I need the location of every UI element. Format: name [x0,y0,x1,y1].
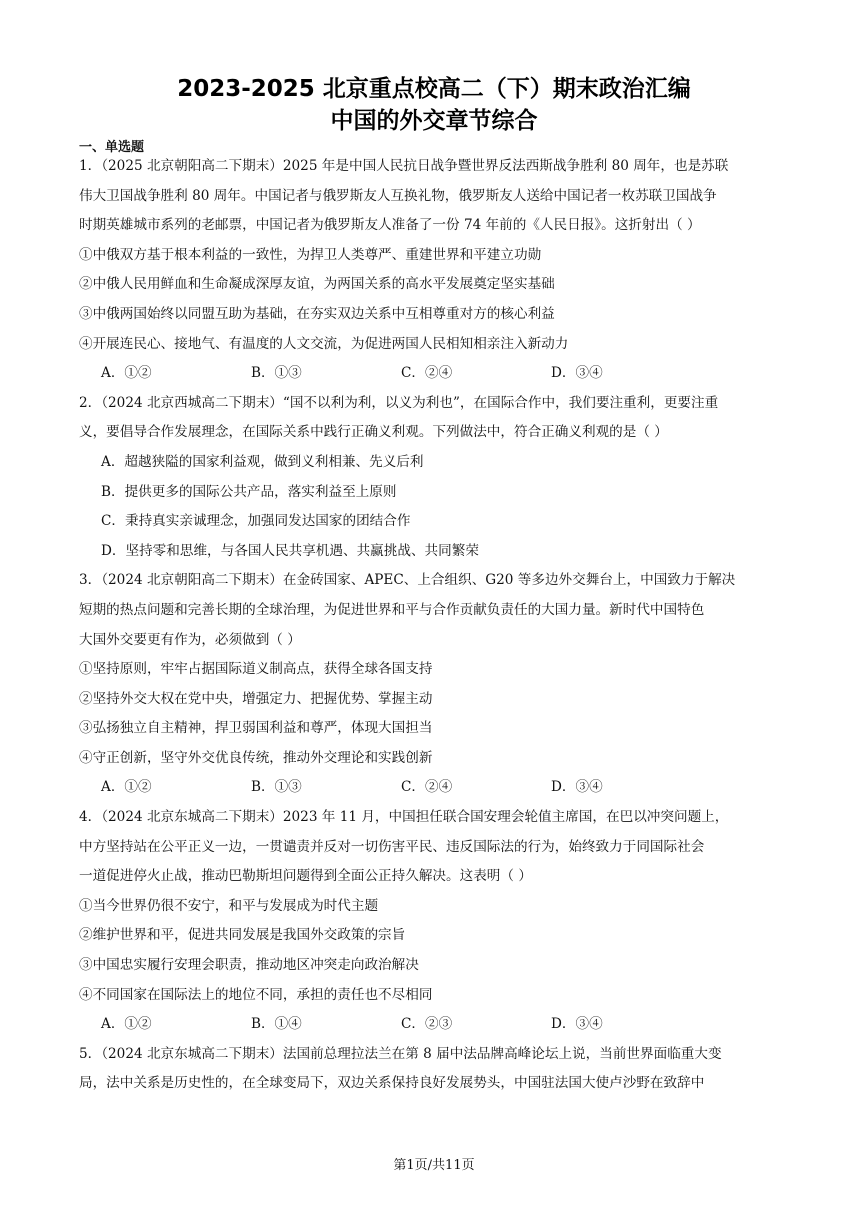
question-stem-line: 伟大卫国战争胜利 80 周年。中国记者与俄罗斯友人互换礼物，俄罗斯友人送给中国记者一枚苏联卫国战争 [79,187,717,204]
question-stem-line: 中方坚持站在公平正义一边，一贯谴责并反对一切伤害平民、违反国际法的行为，始终致力于同国际社会 [79,838,705,855]
statement-item: ②中俄人民用鲜血和生命凝成深厚友谊，为两国关系的高水平发展奠定坚实基础 [79,276,555,293]
question-4 [79,803,791,1040]
question-stem-line: 2．（2024 北京西城高二下期末）“国不以利为利，以义为利也”，在国际合作中，我们要注重利，更要注重 [79,394,719,411]
option-d: D．③④ [551,365,603,382]
question-stem-line: 大国外交要更有作为，必须做到（ ） [79,631,301,648]
question-stem-line: 5．（2024 北京东城高二下期末）法国前总理拉法兰在第 8 届中法品牌高峰论坛上说，当前世界面临重大变 [79,1045,722,1062]
question-stem-line: 一道促进停火止战，推动巴勒斯坦问题得到全面公正持久解决。这表明（ ） [79,868,532,885]
choice-c: C．秉持真实亲诚理念，加强同发达国家的团结合作 [101,513,411,530]
section-label: 一、单选题 [79,140,145,155]
question-stem-line: 义，要倡导合作发展理念，在国际关系中践行正确义利观。下列做法中，符合正确义利观的是（ ） [79,424,668,441]
statement-item: ④守正创新，坚守外交优良传统，推动外交理论和实践创新 [79,749,433,766]
statement-item: ①中俄双方基于根本利益的一致性，为捍卫人类尊严、重建世界和平建立功勋 [79,246,542,263]
option-b: B．①④ [251,1016,302,1033]
document-title-line2: 中国的外交章节综合 [330,108,538,134]
statement-item: ③中国忠实履行安理会职责，推动地区冲突走向政治解决 [79,957,419,974]
statement-item: ②坚持外交大权在党中央，增强定力、把握优势、掌握主动 [79,690,433,707]
choice-b: B．提供更多的国际公共产品，落实利益至上原则 [101,483,397,500]
option-a: A．①② [101,365,152,382]
question-1 [79,152,791,389]
option-b: B．①③ [251,779,302,796]
statement-item: ④不同国家在国际法上的地位不同，承担的责任也不尽相同 [79,986,433,1003]
statement-item: ①坚持原则，牢牢占据国际道义制高点，获得全球各国支持 [79,661,433,678]
statement-item: ②维护世界和平，促进共同发展是我国外交政策的宗旨 [79,927,406,944]
question-stem-line: 局，法中关系是历史性的，在全球变局下，双边关系保持良好发展势头，中国驻法国大使卢沙野在致辞中 [79,1075,705,1092]
option-b: B．①③ [251,365,302,382]
question-stem-line: 1．（2025 北京朝阳高二下期末）2025 年是中国人民抗日战争暨世界反法西斯战争胜利 80 周年，也是苏联 [79,158,729,174]
question-5 [79,1040,791,1099]
question-2 [79,389,791,567]
option-a: A．①② [101,1016,152,1033]
option-a: A．①② [101,779,152,796]
answer-options [79,1010,791,1040]
statement-item: ③中俄两国始终以同盟互助为基础，在夯实双边关系中互相尊重对方的核心利益 [79,305,555,322]
option-d: D．③④ [551,1016,603,1033]
statement-item: ③弘扬独立自主精神，捍卫弱国利益和尊严，体现大国担当 [79,720,433,737]
question-stem-line: 3．（2024 北京朝阳高二下期末）在金砖国家、APEC、上合组织、G20 等多边外交舞台上，中国致力于解决 [79,572,736,589]
question-list [79,152,791,1099]
answer-options [79,359,791,389]
page-number: 第1页/共11页 [393,1158,475,1173]
question-stem-line: 时期英雄城市系列的老邮票，中国记者为俄罗斯友人准备了一份 74 年前的《人民日报》。这折射出（ ） [79,217,701,234]
choice-d: D．坚持零和思维，与各国人民共享机遇、共赢挑战、共同繁荣 [101,542,479,559]
option-c: C．②④ [401,365,453,382]
statement-item: ④开展连民心、接地气、有温度的人文交流，为促进两国人民相知相亲注入新动力 [79,335,569,352]
question-stem-line: 短期的热点问题和完善长期的全球治理，为促进世界和平与合作贡献负责任的大国力量。新时代中国特色 [79,601,705,618]
option-c: C．②③ [401,1016,453,1033]
question-3 [79,566,791,803]
choice-a: A．超越狭隘的国家利益观，做到义利相兼、先义后利 [101,453,424,470]
question-stem-line: 4．（2024 北京东城高二下期末）2023 年 11 月，中国担任联合国安理会轮值主席国，在巴以冲突问题上， [79,809,729,826]
document-title-line1: 2023-2025 北京重点校高二（下）期末政治汇编 [177,76,691,102]
option-c: C．②④ [401,779,453,796]
option-d: D．③④ [551,779,603,796]
answer-options [79,773,791,803]
statement-item: ①当今世界仍很不安宁，和平与发展成为时代主题 [79,897,379,914]
